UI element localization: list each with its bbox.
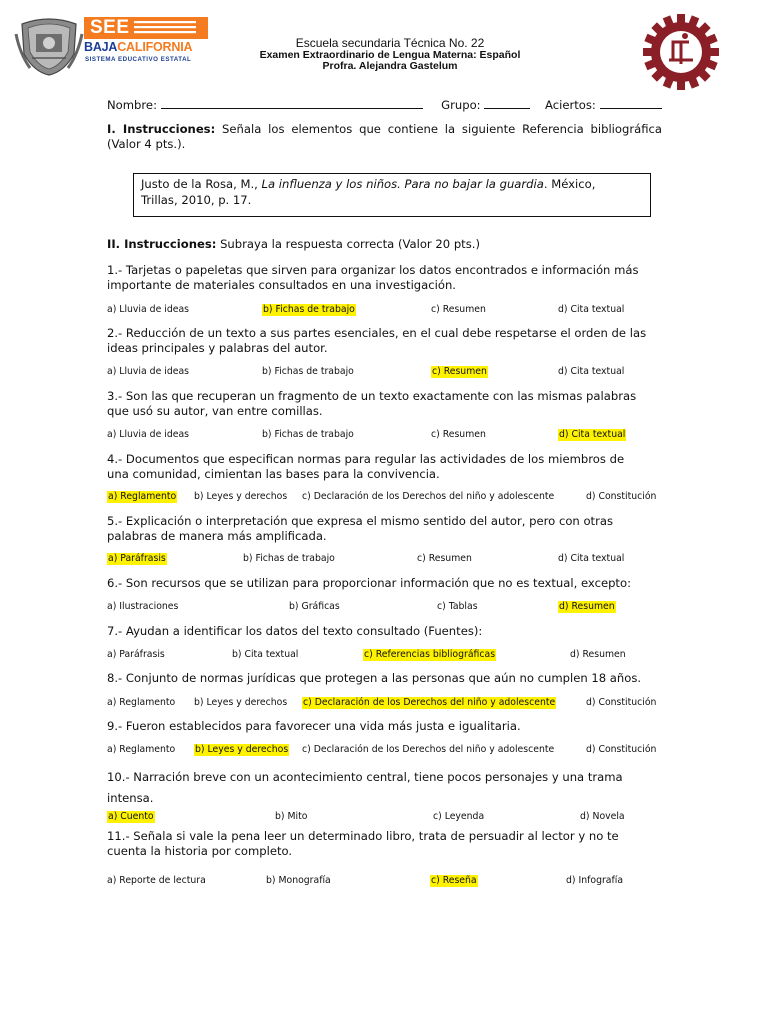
question-10-option-a-highlighted[interactable]: a) Cuento (108, 811, 154, 822)
question-6-option-c[interactable]: c) Tablas (437, 601, 478, 612)
name-blank[interactable] (161, 97, 423, 109)
reference-author: Justo de la Rosa, M., (141, 177, 258, 191)
baja-california-wordmark: BAJACALIFORNIA (84, 40, 193, 54)
question-3-text (107, 389, 662, 419)
question-10-text (107, 767, 662, 809)
question-9-text (107, 719, 662, 734)
student-info-line (107, 97, 662, 113)
question-2-text (107, 326, 662, 356)
question-3-option-a[interactable]: a) Lluvia de ideas (107, 429, 189, 440)
reference-publisher: Trillas, 2010, p. 17. (141, 193, 252, 207)
question-line: 11.- Señala si vale la pena leer un determinado libro, trata de persuadir al lector y no te (107, 829, 619, 843)
question-3-option-b[interactable]: b) Fichas de trabajo (262, 429, 354, 440)
question-line: 5.- Explicación o interpretación que expresa el mismo sentido del autor, pero con otras (107, 514, 613, 528)
question-4-option-c[interactable]: c) Declaración de los Derechos del niño y adolescente (302, 491, 555, 502)
question-3-option-c[interactable]: c) Resumen (431, 429, 486, 440)
section-1-instructions (107, 122, 662, 152)
section-2-instructions (107, 237, 662, 252)
sistema-educativo-wordmark: SISTEMA EDUCATIVO ESTATAL (85, 56, 192, 63)
question-4-option-a-highlighted[interactable]: a) Reglamento (108, 491, 177, 502)
question-5-option-a-highlighted[interactable]: a) Paráfrasis (108, 553, 166, 564)
see-logo-stripes (134, 20, 196, 36)
reference-place: . México, (543, 177, 596, 191)
question-8-option-b[interactable]: b) Leyes y derechos (194, 697, 288, 708)
question-line: ideas principales y palabras del autor. (107, 341, 328, 355)
question-8-text (107, 671, 662, 686)
question-9-option-c[interactable]: c) Declaración de los Derechos del niño y adolescente (302, 744, 555, 755)
question-2-option-c-highlighted[interactable]: c) Resumen (432, 366, 487, 377)
question-10-option-b[interactable]: b) Mito (275, 811, 308, 822)
question-10-option-d[interactable]: d) Novela (580, 811, 625, 822)
question-2-option-b[interactable]: b) Fichas de trabajo (262, 366, 354, 377)
question-1-option-a[interactable]: a) Lluvia de ideas (107, 304, 189, 315)
group-label: Grupo: (441, 98, 481, 112)
question-line: 9.- Fueron establecidos para favorecer una vida más justa e igualitaria. (107, 719, 521, 733)
question-line: 8.- Conjunto de normas jurídicas que protegen a las personas que aún no cumplen 18 años. (107, 671, 642, 685)
question-9-option-a[interactable]: a) Reglamento (107, 744, 176, 755)
name-label: Nombre: (107, 98, 157, 112)
score-blank[interactable] (600, 97, 662, 109)
question-1-text (107, 263, 662, 293)
exam-title: Examen Extraordinario de Lengua Materna: Español (259, 49, 521, 61)
question-11-option-a[interactable]: a) Reporte de lectura (107, 875, 206, 886)
see-logo-text: SEE (90, 17, 130, 38)
question-line: 1.- Tarjetas o papeletas que sirven para organizar los datos encontrados e información más (107, 263, 639, 277)
question-7-option-a[interactable]: a) Paráfrasis (107, 649, 165, 660)
question-7-option-d[interactable]: d) Resumen (570, 649, 626, 660)
question-1-option-d[interactable]: d) Cita textual (558, 304, 625, 315)
question-7-option-c-highlighted[interactable]: c) Referencias bibliográficas (364, 649, 496, 660)
question-11-text (107, 829, 662, 859)
school-name: Escuela secundaria Técnica No. 22 (295, 36, 485, 50)
question-line: una comunidad, cimientan las bases para la convivencia. (107, 467, 440, 481)
question-line: palabras de manera más amplificada. (107, 529, 327, 543)
teacher-name: Profra. Alejandra Gastelum (322, 60, 458, 72)
question-10-option-c[interactable]: c) Leyenda (433, 811, 485, 822)
question-9-option-b-highlighted[interactable]: b) Leyes y derechos (195, 744, 289, 755)
question-6-option-d-highlighted[interactable]: d) Resumen (559, 601, 615, 612)
technical-school-gear-logo (641, 12, 721, 92)
question-line: 3.- Son las que recuperan un fragmento de un texto exactamente con las mismas palabras (107, 389, 637, 403)
question-1-option-b-highlighted[interactable]: b) Fichas de trabajo (263, 304, 355, 315)
question-line: intensa. (107, 791, 154, 805)
question-11-option-d[interactable]: d) Infografía (566, 875, 624, 886)
score-label: Aciertos: (545, 98, 596, 112)
group-blank[interactable] (484, 97, 530, 109)
question-line: 6.- Son recursos que se utilizan para proporcionar información que no es textual, excepto: (107, 576, 631, 590)
question-line: importante de materiales consultados en una investigación. (107, 278, 456, 292)
question-4-option-d[interactable]: d) Constitución (586, 491, 657, 502)
question-5-option-b[interactable]: b) Fichas de trabajo (243, 553, 335, 564)
question-8-option-d[interactable]: d) Constitución (586, 697, 657, 708)
section-2-text: Subraya la respuesta correcta (Valor 20 pts.) (220, 237, 480, 251)
question-5-text (107, 514, 662, 544)
question-line: 4.- Documentos que especifican normas para regular las actividades de los miembros de (107, 452, 625, 466)
question-line: cuenta la historia por completo. (107, 844, 293, 858)
question-line: 7.- Ayudan a identificar los datos del texto consultado (Fuentes): (107, 624, 483, 638)
question-2-option-a[interactable]: a) Lluvia de ideas (107, 366, 189, 377)
question-4-option-b[interactable]: b) Leyes y derechos (194, 491, 288, 502)
question-2-option-d[interactable]: d) Cita textual (558, 366, 625, 377)
section-1-text: Señala los elementos que contiene la siguiente Referencia bibliográfica (Valor 4 pts.). (107, 122, 662, 151)
question-5-option-d[interactable]: d) Cita textual (558, 553, 625, 564)
question-1-option-c[interactable]: c) Resumen (431, 304, 486, 315)
question-11-option-b[interactable]: b) Monografía (266, 875, 331, 886)
question-9-option-d[interactable]: d) Constitución (586, 744, 657, 755)
question-line: 10.- Narración breve con un acontecimiento central, tiene pocos personajes y una trama (107, 770, 623, 784)
see-baja-california-logo (84, 17, 210, 67)
question-6-option-b[interactable]: b) Gráficas (289, 601, 340, 612)
question-line: que usó su autor, van entre comillas. (107, 404, 323, 418)
section-1-title: I. Instrucciones: (107, 122, 216, 136)
question-6-option-a[interactable]: a) Ilustraciones (107, 601, 179, 612)
question-7-option-b[interactable]: b) Cita textual (232, 649, 299, 660)
question-3-option-d-highlighted[interactable]: d) Cita textual (559, 429, 626, 440)
state-seal-logo (14, 14, 84, 76)
question-line: 2.- Reducción de un texto a sus partes esenciales, en el cual debe respetarse el orden de las (107, 326, 647, 340)
question-11-option-c-highlighted[interactable]: c) Reseña (431, 875, 477, 886)
question-7-text (107, 624, 662, 639)
section-2-title: II. Instrucciones: (107, 237, 217, 251)
question-8-option-c-highlighted[interactable]: c) Declaración de los Derechos del niño y adolescente (303, 697, 556, 708)
question-5-option-c[interactable]: c) Resumen (417, 553, 472, 564)
question-8-option-a[interactable]: a) Reglamento (107, 697, 176, 708)
bibliographic-reference-box (133, 173, 651, 217)
question-6-text (107, 576, 662, 591)
question-4-text (107, 452, 662, 482)
reference-title: La influenza y los niños. Para no bajar la guardia (261, 177, 544, 191)
